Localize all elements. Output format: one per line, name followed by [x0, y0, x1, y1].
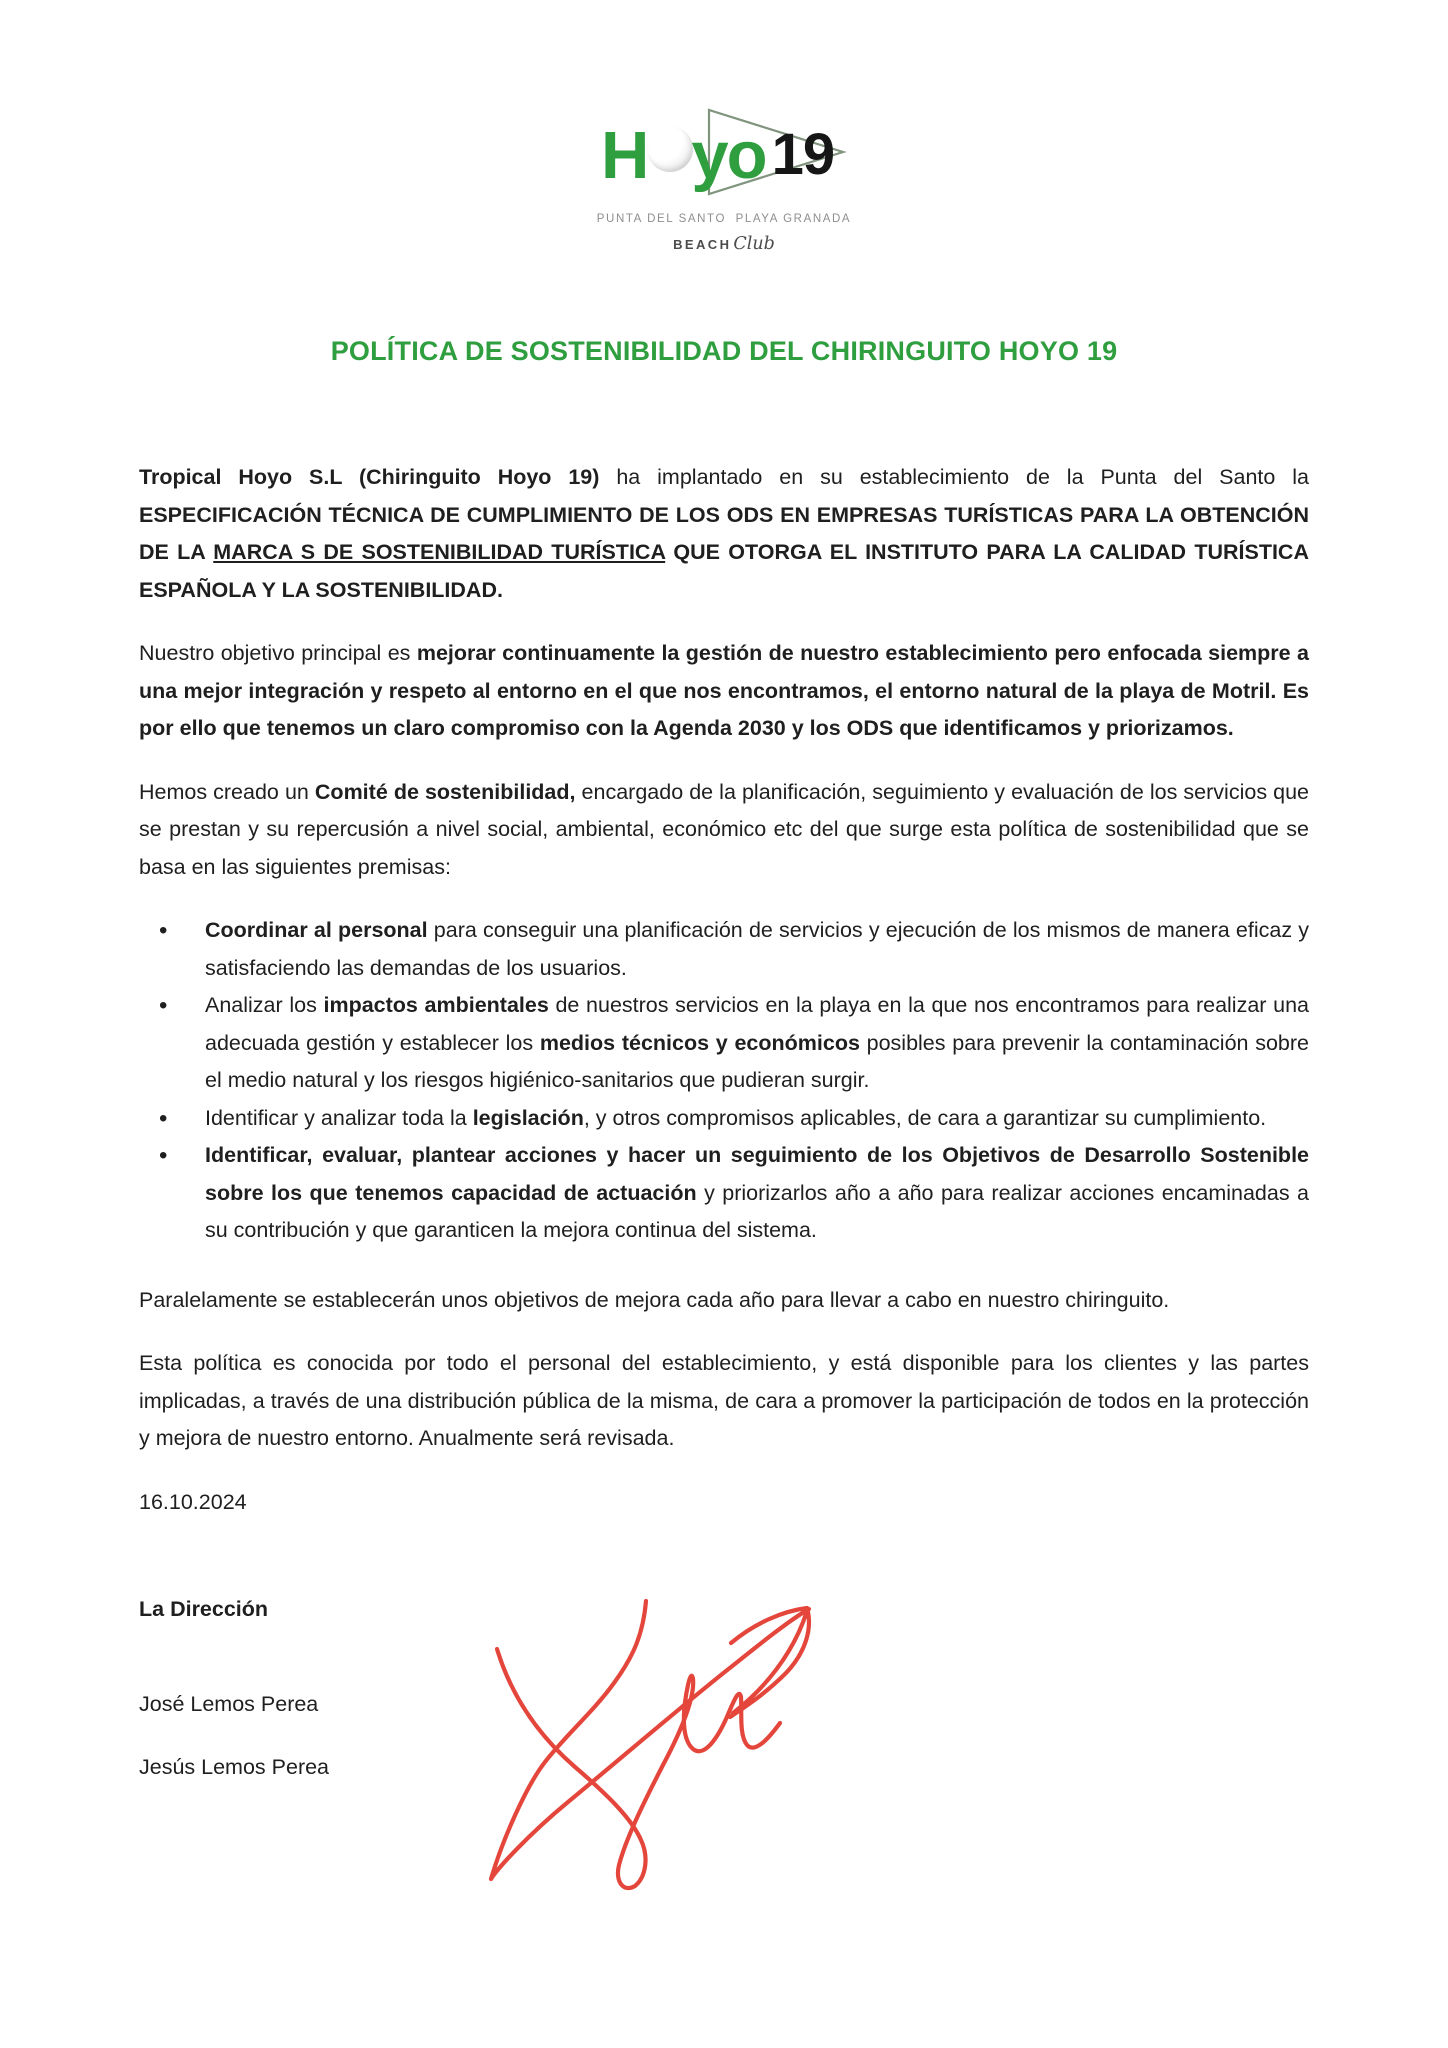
- paragraph-committee: Hemos creado un Comité de sostenibilidad, encargado de la planificación, seguimiento y evaluación de los servicios que se prestan y su repercusión a nivel social, ambiental, económico etc del que surge esta política de sostenibilidad que se basa en las siguientes premisas:: [139, 779, 1309, 879]
- date: 16.10.2024: [139, 1489, 247, 1514]
- handwritten-signature: [483, 1593, 817, 1897]
- paragraph-objective: Nuestro objetivo principal es mejorar continuamente la gestión de nuestro establecimiento pero enfocada siempre a una mejor integración y respeto al entorno en el que nos encontramos, el entorno natural de la playa de Motril. Es por ello que tenemos un claro compromiso con la Agenda 2030 y los ODS que identificamos y priorizamos.: [139, 641, 1310, 740]
- paragraph-intro: Tropical Hoyo S.L (Chiringuito Hoyo 19) ha implantado en su establecimiento de la Punta del Santo la ESPECIFICACIÓN TÉCNICA DE CUMPLIMIENTO DE LOS ODS EN EMPRESAS TURÍSTICAS PARA LA OBTENCIÓN DE LA MARCA S DE SOSTENIBILIDAD TURÍSTICA QUE OTORGA EL INSTITUTO PARA LA CALIDAD TURÍSTICA ESPAÑOLA Y LA SOSTENIBILIDAD.: [139, 465, 1309, 602]
- logo-wordmark: [601, 118, 835, 193]
- golf-ball-icon: [647, 126, 693, 172]
- bullet-item: • Identificar, evaluar, plantear acciones y hacer un seguimiento de los Objetivos de Desarrollo Sostenible sobre los que tenemos capacidad de actuación y priorizarlos año a año para realizar acciones encaminadas a su contribución y que garanticen la mejora continua del sistema.: [205, 1137, 1309, 1250]
- bullet-list: [139, 912, 1309, 1250]
- logo-letter-h: H: [601, 118, 648, 193]
- brand-logo: [0, 84, 1448, 254]
- document-title: POLÍTICA DE SOSTENIBILIDAD DEL CHIRINGUITO HOYO 19: [330, 336, 1118, 366]
- logo-mark: [593, 84, 855, 200]
- signature-label: La Dirección: [139, 1597, 269, 1621]
- logo-subtitle: PUNTA DEL SANTO PLAYA GRANADA: [596, 213, 852, 225]
- signatory-name: Jesús Lemos Perea: [139, 1755, 330, 1779]
- bullet-item: • Analizar los impactos ambientales de nuestros servicios en la playa en la que nos encontramos para realizar una adecuada gestión y establecer los medios técnicos y económicos posibles para prevenir la contaminación sobre el medio natural y los riesgos higiénico-sanitarios que pudieran surgir.: [205, 987, 1309, 1100]
- logo-beach-club: [0, 234, 1448, 254]
- signatory-name: José Lemos Perea: [139, 1691, 319, 1716]
- paragraph-policy-distribution: Esta política es conocida por todo el personal del establecimiento, y está disponible para los clientes y las partes implicadas, a través de una distribución pública de la misma, de cara a promover la participación de todos en la protección y mejora de nuestro entorno. Anualmente será revisada.: [139, 1351, 1309, 1450]
- logo-letters-yo: yo: [691, 118, 766, 193]
- logo-number-19: 19: [771, 122, 835, 187]
- paragraph-yearly-objectives: Paralelamente se establecerán unos objetivos de mejora cada año para llevar a cabo en nuestro chiringuito.: [139, 1287, 1170, 1312]
- bullet-item: • Identificar y analizar toda la legislación, y otros compromisos aplicables, de cara a garantizar su cumplimiento.: [205, 1100, 1309, 1138]
- logo-beach-text: BEACH: [673, 237, 732, 252]
- logo-club-text: Club: [733, 234, 775, 254]
- bullet-item: • Coordinar al personal para conseguir una planificación de servicios y ejecución de los mismos de manera eficaz y satisfaciendo las demandas de los usuarios.: [205, 912, 1309, 987]
